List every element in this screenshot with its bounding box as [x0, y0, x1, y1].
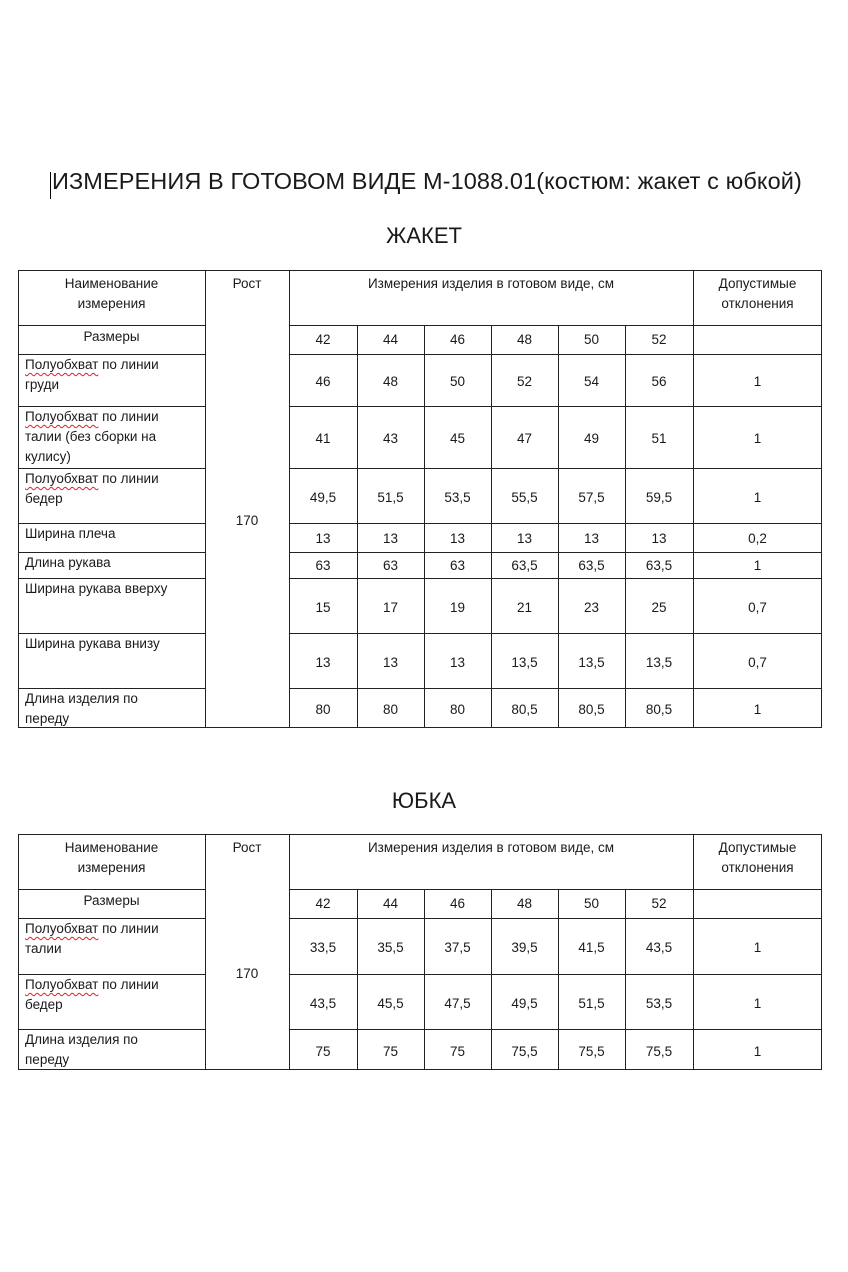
- header-tolerance-label: отклонения: [721, 296, 794, 311]
- header-name-label: Наименование: [64, 276, 159, 291]
- value-cell: 80: [449, 702, 466, 717]
- value-cell: 75,5: [578, 1044, 605, 1059]
- value-cell: 43,5: [309, 996, 337, 1011]
- spellcheck-word: Полуобхват: [25, 409, 99, 424]
- header-tolerance-label: Допустимые: [718, 276, 797, 291]
- label-text: груди: [25, 377, 60, 392]
- row-divider: [289, 354, 822, 355]
- value-cell: 63,5: [645, 558, 673, 573]
- tolerance-cell: 0,2: [748, 531, 767, 546]
- label-text: Ширина плеча: [25, 526, 116, 541]
- spellcheck-word: Полуобхват: [25, 357, 99, 372]
- tolerance-cell: 1: [753, 558, 762, 573]
- value-cell: 13: [315, 655, 331, 670]
- label-text: бедер: [25, 997, 63, 1012]
- label-text: Длина изделия по: [25, 1032, 138, 1047]
- value-cell: 52: [516, 374, 533, 389]
- value-cell: 63: [315, 558, 331, 573]
- value-cell: 75: [315, 1044, 331, 1059]
- value-cell: 13: [449, 655, 466, 670]
- tolerance-cell: 1: [753, 374, 762, 389]
- value-cell: 75,5: [645, 1044, 673, 1059]
- value-cell: 55,5: [511, 490, 538, 505]
- label-text: по линии: [98, 977, 159, 992]
- value-cell: 63: [449, 558, 466, 573]
- header-measurements-label: Измерения изделия в готовом виде, см: [367, 840, 615, 855]
- value-cell: 15: [315, 600, 331, 615]
- label-text: Длина изделия по: [25, 691, 138, 706]
- value-cell: 45: [449, 431, 466, 446]
- size-header-cell: 52: [651, 896, 667, 911]
- value-cell: 53,5: [645, 996, 673, 1011]
- value-cell: 35,5: [377, 940, 404, 955]
- value-cell: 13,5: [645, 655, 673, 670]
- value-cell: 47: [516, 431, 533, 446]
- value-cell: 23: [583, 600, 600, 615]
- value-cell: 13: [583, 531, 600, 546]
- value-cell: 43: [382, 431, 399, 446]
- label-text: по линии: [98, 409, 159, 424]
- value-cell: 13,5: [578, 655, 605, 670]
- row-divider: [289, 552, 822, 553]
- row-divider: [289, 974, 822, 975]
- measurement-label: [25, 579, 202, 599]
- value-cell: 13: [315, 531, 331, 546]
- row-divider: [289, 578, 822, 579]
- row-divider: [289, 406, 822, 407]
- value-cell: 63,5: [578, 558, 605, 573]
- measurement-label: [25, 553, 202, 573]
- size-header-cell: 42: [315, 332, 331, 347]
- size-header-cell: 48: [516, 332, 533, 347]
- label-text: по линии: [98, 921, 159, 936]
- value-cell: 53,5: [444, 490, 471, 505]
- size-header-cell: 52: [651, 332, 667, 347]
- sizes-row-label: Размеры: [83, 329, 140, 344]
- tolerance-cell: 0,7: [748, 600, 767, 615]
- value-cell: 25: [651, 600, 667, 615]
- column-divider: [205, 271, 206, 727]
- height-value: 170: [235, 513, 259, 528]
- measurement-label: [25, 524, 202, 544]
- size-header-cell: 44: [382, 332, 399, 347]
- row-divider: [289, 325, 822, 326]
- value-cell: 19: [449, 600, 466, 615]
- header-height-label: Рост: [232, 276, 262, 291]
- skirt-section-title: ЮБКА: [391, 788, 457, 813]
- row-divider: [18, 325, 205, 326]
- label-text: переду: [25, 1052, 70, 1067]
- row-divider: [18, 889, 205, 890]
- value-cell: 51,5: [377, 490, 404, 505]
- row-divider: [289, 633, 822, 634]
- measurement-label: [25, 407, 202, 467]
- value-cell: 13: [516, 531, 533, 546]
- value-cell: 41,5: [578, 940, 605, 955]
- label-text: бедер: [25, 491, 63, 506]
- label-text: талии: [25, 941, 62, 956]
- value-cell: 21: [516, 600, 533, 615]
- value-cell: 80: [315, 702, 331, 717]
- value-cell: 46: [315, 374, 331, 389]
- measurement-label: [25, 975, 202, 1015]
- tolerance-cell: 1: [753, 940, 762, 955]
- spellcheck-word: Полуобхват: [25, 471, 99, 486]
- spellcheck-word: Полуобхват: [25, 921, 99, 936]
- value-cell: 63,5: [511, 558, 538, 573]
- tolerance-cell: 1: [753, 702, 762, 717]
- tolerance-cell: 1: [753, 431, 762, 446]
- measurement-label: [25, 634, 202, 654]
- measurement-label: [25, 1030, 202, 1070]
- value-cell: 75: [449, 1044, 466, 1059]
- value-cell: 63: [382, 558, 399, 573]
- value-cell: 49: [583, 431, 600, 446]
- value-cell: 51,5: [578, 996, 605, 1011]
- value-cell: 47,5: [444, 996, 471, 1011]
- size-header-cell: 44: [382, 896, 399, 911]
- row-divider: [289, 1029, 822, 1030]
- value-cell: 80: [382, 702, 399, 717]
- tolerance-cell: 1: [753, 996, 762, 1011]
- label-text: кулису): [25, 449, 71, 464]
- measurement-label: [25, 689, 202, 729]
- tolerance-cell: 1: [753, 490, 762, 505]
- header-height-label: Рост: [232, 840, 262, 855]
- value-cell: 41: [315, 431, 331, 446]
- size-header-cell: 50: [583, 332, 600, 347]
- value-cell: 48: [382, 374, 399, 389]
- size-header-cell: 46: [449, 332, 466, 347]
- label-text: Ширина рукава вверху: [25, 581, 168, 596]
- height-value: 170: [235, 966, 259, 981]
- jacket-section-title: ЖАКЕТ: [386, 223, 462, 248]
- value-cell: 37,5: [444, 940, 471, 955]
- header-tolerance-label: отклонения: [721, 860, 794, 875]
- value-cell: 56: [651, 374, 667, 389]
- text-cursor: [50, 172, 51, 199]
- value-cell: 43,5: [645, 940, 673, 955]
- tolerance-cell: 1: [753, 1044, 762, 1059]
- measurement-label: [25, 919, 202, 959]
- value-cell: 80,5: [645, 702, 673, 717]
- value-cell: 13: [449, 531, 466, 546]
- value-cell: 17: [382, 600, 399, 615]
- label-text: по линии: [98, 357, 159, 372]
- value-cell: 80,5: [578, 702, 605, 717]
- spellcheck-word: Полуобхват: [25, 977, 99, 992]
- value-cell: 54: [583, 374, 600, 389]
- header-measurements-label: Измерения изделия в готовом виде, см: [367, 276, 615, 291]
- measurement-label: [25, 355, 202, 395]
- row-divider: [289, 889, 822, 890]
- label-text: Ширина рукава внизу: [25, 636, 160, 651]
- row-divider: [289, 523, 822, 524]
- size-header-cell: 46: [449, 896, 466, 911]
- value-cell: 75,5: [511, 1044, 538, 1059]
- label-text: по линии: [98, 471, 159, 486]
- value-cell: 13: [651, 531, 667, 546]
- value-cell: 51: [651, 431, 667, 446]
- column-divider: [205, 835, 206, 1069]
- size-header-cell: 50: [583, 896, 600, 911]
- sizes-row-label: Размеры: [83, 893, 140, 908]
- value-cell: 49,5: [511, 996, 538, 1011]
- row-divider: [289, 688, 822, 689]
- tolerance-cell: 0,7: [748, 655, 767, 670]
- label-text: талии (без сборки на: [25, 429, 157, 444]
- value-cell: 75: [382, 1044, 399, 1059]
- header-name-label: Наименование: [64, 840, 159, 855]
- value-cell: 57,5: [578, 490, 605, 505]
- label-text: Длина рукава: [25, 555, 111, 570]
- page-title: ИЗМЕРЕНИЯ В ГОТОВОМ ВИДЕ М-1088.01(костюм: жакет с юбкой): [52, 168, 802, 194]
- value-cell: 80,5: [511, 702, 538, 717]
- header-name-label: измерения: [77, 860, 146, 875]
- value-cell: 39,5: [511, 940, 538, 955]
- size-header-cell: 48: [516, 896, 533, 911]
- row-divider: [289, 918, 822, 919]
- value-cell: 13,5: [511, 655, 538, 670]
- value-cell: 13: [382, 655, 399, 670]
- measurement-label: [25, 469, 202, 509]
- header-tolerance-label: Допустимые: [718, 840, 797, 855]
- header-name-label: измерения: [77, 296, 146, 311]
- value-cell: 33,5: [309, 940, 337, 955]
- value-cell: 13: [382, 531, 399, 546]
- row-divider: [289, 468, 822, 469]
- label-text: переду: [25, 711, 70, 726]
- size-header-cell: 42: [315, 896, 331, 911]
- value-cell: 50: [449, 374, 466, 389]
- value-cell: 49,5: [309, 490, 337, 505]
- value-cell: 45,5: [377, 996, 404, 1011]
- value-cell: 59,5: [645, 490, 673, 505]
